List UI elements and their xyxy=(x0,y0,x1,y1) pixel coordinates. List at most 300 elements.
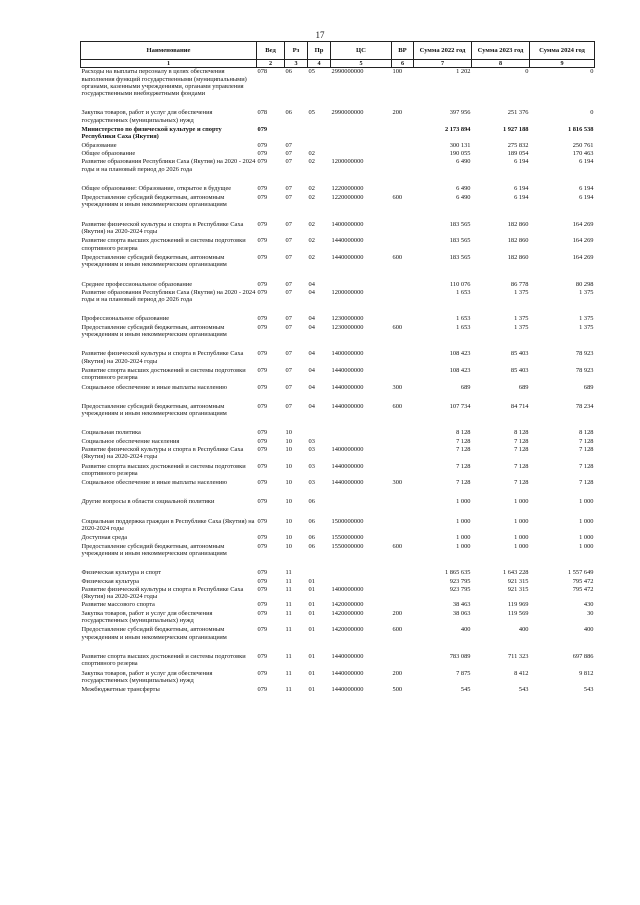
header-rz: Рз xyxy=(285,42,308,60)
row-sum-2024: 78 234 xyxy=(575,402,594,410)
row-sum-2023: 1 375 xyxy=(514,288,529,296)
table-row xyxy=(81,315,595,322)
row-pr: 03 xyxy=(308,462,315,470)
row-vr xyxy=(392,586,414,601)
row-name: Развитие спорта высших достижений и системы подготовки спортивного резерва xyxy=(81,462,246,477)
row-sum-2024: 6 194 xyxy=(579,194,594,202)
row-rz: 11 xyxy=(285,669,292,677)
row-sum-2023: 182 860 xyxy=(507,220,529,228)
row-ved: 079 xyxy=(257,383,268,391)
table-row xyxy=(81,429,595,436)
row-spacer xyxy=(81,417,595,429)
row-sum-2024: 430 xyxy=(583,601,594,609)
row-rz: 06 xyxy=(285,68,292,76)
table-body xyxy=(81,68,595,695)
row-sum-2023: 119 969 xyxy=(507,601,529,609)
row-spacer xyxy=(81,173,595,185)
row-cs: 2990000000 xyxy=(331,68,364,76)
row-name: Предоставление субсидий бюджетным, автономным учреждениям и иным некоммерческим организациям xyxy=(81,402,227,418)
row-sum-2022: 183 565 xyxy=(449,253,471,261)
row-sum-2024: 30 xyxy=(587,609,594,617)
row-rz: 10 xyxy=(285,542,292,550)
row-sum-2022: 783 089 xyxy=(449,652,471,660)
row-name: Развитие физической культуры и спорта в Республике Саха (Якутия) на 2020-2024 годы xyxy=(81,585,244,601)
row-name: Социальная поддержка граждан в Республике Саха (Якутия) на 2020-2024 годы xyxy=(81,517,255,533)
row-ved: 079 xyxy=(257,437,268,445)
row-ved: 079 xyxy=(257,498,268,506)
row-sum-2023: 8 412 xyxy=(514,669,529,677)
row-pr: 05 xyxy=(308,68,315,76)
row-vr xyxy=(392,158,414,173)
row-sum-2024: 164 269 xyxy=(572,237,594,245)
table-row xyxy=(81,610,595,625)
table-row xyxy=(81,350,595,365)
row-pr xyxy=(308,142,331,149)
row-rz: 07 xyxy=(285,253,292,261)
row-sum-2022: 2 173 894 xyxy=(444,126,471,134)
row-rz: 11 xyxy=(285,652,292,660)
table-row xyxy=(81,109,595,124)
table-row xyxy=(81,653,595,668)
row-sum-2023: 182 860 xyxy=(507,237,529,245)
row-rz: 10 xyxy=(285,437,292,445)
row-vr: 600 xyxy=(392,402,403,410)
row-rz: 10 xyxy=(285,517,292,525)
row-vr xyxy=(392,281,414,288)
row-pr xyxy=(308,569,331,576)
row-ved: 079 xyxy=(257,517,268,525)
table-row xyxy=(81,194,595,209)
table-row xyxy=(81,626,595,641)
row-sum-2024: 7 128 xyxy=(579,462,594,470)
row-cs xyxy=(331,142,392,149)
row-sum-2024: 7 128 xyxy=(579,479,594,487)
row-spacer xyxy=(81,209,595,221)
row-ved: 079 xyxy=(257,601,268,609)
row-cs: 1400000000 xyxy=(331,350,364,358)
row-name: Расходы на выплаты персоналу в целях обеспечения выполнения функций государственными (муниципальными) органами, казенными учреждениями, органами управления государственными внебюджетными фондами xyxy=(81,68,247,98)
row-ved: 079 xyxy=(257,237,268,245)
row-cs: 1550000000 xyxy=(331,542,364,550)
header-row xyxy=(81,42,595,60)
column-number: 1 xyxy=(81,60,257,68)
row-pr: 02 xyxy=(308,253,315,261)
row-cs xyxy=(331,150,392,157)
row-sum-2024: 0 xyxy=(590,68,594,76)
table-row xyxy=(81,237,595,252)
column-number-row xyxy=(81,60,595,68)
row-vr xyxy=(392,350,414,365)
row-vr xyxy=(392,126,414,141)
row-sum-2024: 80 298 xyxy=(575,280,594,288)
row-name: Развитие массового спорта xyxy=(81,601,155,609)
row-rz: 10 xyxy=(285,534,292,542)
row-name: Физическая культура xyxy=(81,577,140,585)
row-sum-2023: 182 860 xyxy=(507,253,529,261)
row-vr: 200 xyxy=(392,609,403,617)
row-sum-2024: 697 886 xyxy=(572,652,594,660)
table-row xyxy=(81,367,595,382)
table-row xyxy=(81,463,595,478)
row-sum-2022: 1 653 xyxy=(456,315,471,323)
row-sum-2023: 6 194 xyxy=(514,194,529,202)
row-spacer-cell xyxy=(81,486,595,498)
table-row xyxy=(81,384,595,391)
row-name: Предоставление субсидий бюджетным, автономным учреждениям и иным некоммерческим организациям xyxy=(81,323,227,339)
row-sum-2024: 795 472 xyxy=(572,585,594,593)
row-vr xyxy=(392,185,414,192)
row-cs: 1440000000 xyxy=(331,402,364,410)
column-number: 4 xyxy=(308,60,331,68)
row-pr: 02 xyxy=(308,184,315,192)
row-vr xyxy=(392,237,414,252)
row-sum-2023: 7 128 xyxy=(514,462,529,470)
row-rz: 07 xyxy=(285,237,292,245)
row-name: Доступная среда xyxy=(81,534,128,542)
row-cs: 1220000000 xyxy=(331,184,364,192)
row-sum-2023: 275 832 xyxy=(507,141,529,149)
row-sum-2023: 921 315 xyxy=(507,577,529,585)
row-pr: 05 xyxy=(308,109,315,117)
row-pr: 04 xyxy=(308,366,315,374)
row-ved: 079 xyxy=(257,149,268,157)
row-ved: 078 xyxy=(257,68,268,76)
row-sum-2023: 189 054 xyxy=(507,149,529,157)
row-rz: 11 xyxy=(285,609,292,617)
row-pr: 02 xyxy=(308,149,315,157)
row-sum-2022: 1 000 xyxy=(456,542,471,550)
table-row xyxy=(81,534,595,541)
row-rz: 11 xyxy=(285,626,292,634)
row-name: Закупка товаров, работ и услуг для обеспечения государственных (муниципальных) нужд xyxy=(81,669,213,684)
row-sum-2024: 8 128 xyxy=(579,429,594,437)
row-vr: 600 xyxy=(392,626,403,634)
column-number: 6 xyxy=(392,60,414,68)
row-vr xyxy=(392,463,414,478)
row-rz: 07 xyxy=(285,220,292,228)
row-sum-2022: 689 xyxy=(460,383,471,391)
row-rz: 07 xyxy=(285,366,292,374)
table-row xyxy=(81,601,595,608)
row-pr: 04 xyxy=(308,383,315,391)
row-cs: 2990000000 xyxy=(331,109,364,117)
row-cs xyxy=(331,429,392,436)
row-rz: 07 xyxy=(285,280,292,288)
row-vr: 300 xyxy=(392,479,403,487)
row-vr: 300 xyxy=(392,383,403,391)
row-vr xyxy=(392,518,414,533)
row-cs xyxy=(331,438,392,445)
row-sum-2022: 1 000 xyxy=(456,517,471,525)
row-spacer-cell xyxy=(81,417,595,429)
row-rz: 11 xyxy=(285,577,292,585)
table-row xyxy=(81,254,595,269)
row-sum-2024: 78 923 xyxy=(575,350,594,358)
row-sum-2024: 7 128 xyxy=(579,445,594,453)
row-ved: 079 xyxy=(257,141,268,149)
row-vr: 200 xyxy=(392,669,403,677)
table-row xyxy=(81,518,595,533)
row-pr: 01 xyxy=(308,669,315,677)
row-cs: 1230000000 xyxy=(331,323,364,331)
row-spacer-cell xyxy=(81,97,595,109)
row-rz: 07 xyxy=(285,323,292,331)
row-sum-2022: 397 956 xyxy=(449,109,471,117)
row-spacer xyxy=(81,693,595,694)
row-name: Развитие образования Республики Саха (Якутия) на 2020 - 2024 годы и на плановый период до 2026 года xyxy=(81,288,256,304)
row-sum-2024: 1 375 xyxy=(579,323,594,331)
table-row xyxy=(81,126,595,141)
header-pr: Пр xyxy=(308,42,331,60)
table-row xyxy=(81,586,595,601)
row-sum-2023: 6 194 xyxy=(514,184,529,192)
row-vr: 600 xyxy=(392,323,403,331)
header-ved: Вед xyxy=(257,42,285,60)
row-sum-2022: 923 795 xyxy=(449,585,471,593)
table-row xyxy=(81,446,595,461)
row-sum-2022: 110 076 xyxy=(449,280,471,288)
row-vr xyxy=(392,601,414,608)
row-sum-2024: 1 557 649 xyxy=(567,569,594,577)
row-rz: 11 xyxy=(285,686,292,694)
row-pr: 01 xyxy=(308,577,315,585)
row-sum-2023: 7 128 xyxy=(514,445,529,453)
row-vr xyxy=(392,438,414,445)
row-spacer xyxy=(81,557,595,569)
row-spacer xyxy=(81,506,595,518)
row-pr: 04 xyxy=(308,288,315,296)
row-name: Предоставление субсидий бюджетным, автономным учреждениям и иным некоммерческим организациям xyxy=(81,253,227,269)
table-row xyxy=(81,686,595,693)
row-rz: 06 xyxy=(285,109,292,117)
row-sum-2023: 921 315 xyxy=(507,585,529,593)
row-sum-2023: 7 128 xyxy=(514,437,529,445)
row-sum-2023: 8 128 xyxy=(514,429,529,437)
column-number: 8 xyxy=(472,60,530,68)
row-sum-2022: 108 423 xyxy=(449,366,471,374)
row-spacer-cell xyxy=(81,641,595,653)
row-cs: 1400000000 xyxy=(331,220,364,228)
row-ved: 079 xyxy=(257,288,268,296)
row-vr: 200 xyxy=(392,109,403,117)
row-sum-2022: 400 xyxy=(460,626,471,634)
row-vr xyxy=(392,315,414,322)
row-sum-2023: 0 xyxy=(525,68,529,76)
row-sum-2024: 400 xyxy=(583,626,594,634)
row-cs xyxy=(331,578,392,585)
row-cs xyxy=(331,126,392,141)
row-rz: 07 xyxy=(285,141,292,149)
row-spacer-cell xyxy=(81,269,595,281)
row-name: Другие вопросы в области социальной политики xyxy=(81,498,215,506)
table-row xyxy=(81,289,595,304)
row-rz: 07 xyxy=(285,288,292,296)
row-pr: 04 xyxy=(308,323,315,331)
row-spacer-cell xyxy=(81,693,595,694)
row-name: Развитие спорта высших достижений и системы подготовки спортивного резерва xyxy=(81,237,246,252)
row-sum-2024: 689 xyxy=(583,383,594,391)
row-sum-2022: 8 128 xyxy=(456,429,471,437)
row-ved: 079 xyxy=(257,542,268,550)
row-name: Общее образование: Образование, открытое в будущее xyxy=(81,184,232,192)
row-vr xyxy=(392,367,414,382)
column-number: 2 xyxy=(257,60,285,68)
row-cs xyxy=(331,569,392,576)
row-sum-2023: 85 403 xyxy=(510,366,529,374)
row-rz: 10 xyxy=(285,479,292,487)
row-ved: 079 xyxy=(257,126,268,134)
row-sum-2022: 1 000 xyxy=(456,534,471,542)
row-vr xyxy=(392,429,414,436)
row-spacer xyxy=(81,486,595,498)
row-rz: 11 xyxy=(285,601,292,609)
row-pr: 04 xyxy=(308,315,315,323)
row-sum-2024: 1 000 xyxy=(579,498,594,506)
row-ved: 079 xyxy=(257,280,268,288)
row-vr: 600 xyxy=(392,253,403,261)
table-row xyxy=(81,438,595,445)
row-cs: 1440000000 xyxy=(331,253,364,261)
row-cs: 1440000000 xyxy=(331,669,364,677)
header-sum-2024: Сумма 2024 год xyxy=(530,42,595,60)
row-sum-2022: 1 202 xyxy=(456,68,471,76)
row-spacer-cell xyxy=(81,506,595,518)
row-spacer-cell xyxy=(81,391,595,403)
row-name: Закупка товаров, работ и услуг для обеспечения государственных (муниципальных) нужд xyxy=(81,109,213,124)
row-pr: 02 xyxy=(308,158,315,166)
row-sum-2024: 795 472 xyxy=(572,577,594,585)
row-sum-2023: 1 000 xyxy=(514,517,529,525)
row-sum-2022: 6 490 xyxy=(456,184,471,192)
row-sum-2022: 183 565 xyxy=(449,220,471,228)
row-pr: 01 xyxy=(308,601,315,609)
row-ved: 079 xyxy=(257,253,268,261)
row-name: Развитие спорта высших достижений и системы подготовки спортивного резерва xyxy=(81,652,246,668)
row-ved: 079 xyxy=(257,323,268,331)
row-spacer xyxy=(81,269,595,281)
row-sum-2024: 1 816 538 xyxy=(567,126,594,134)
row-rz: 07 xyxy=(285,315,292,323)
row-ved: 079 xyxy=(257,669,268,677)
row-rz: 07 xyxy=(285,149,292,157)
row-sum-2024: 0 xyxy=(590,109,594,117)
row-ved: 079 xyxy=(257,462,268,470)
row-pr: 02 xyxy=(308,194,315,202)
row-sum-2024: 164 269 xyxy=(572,220,594,228)
row-name: Социальное обеспечение и иные выплаты населению xyxy=(81,479,228,487)
row-vr xyxy=(392,498,414,505)
row-sum-2024: 164 269 xyxy=(572,253,594,261)
row-cs: 1500000000 xyxy=(331,517,364,525)
row-ved: 079 xyxy=(257,534,268,542)
row-spacer-cell xyxy=(81,173,595,185)
row-pr: 01 xyxy=(308,686,315,694)
row-spacer-cell xyxy=(81,338,595,350)
row-ved: 079 xyxy=(257,626,268,634)
row-cs: 1220000000 xyxy=(331,194,364,202)
row-rz: 10 xyxy=(285,462,292,470)
row-pr: 01 xyxy=(308,626,315,634)
row-pr: 01 xyxy=(308,585,315,593)
row-ved: 078 xyxy=(257,109,268,117)
table-row xyxy=(81,498,595,505)
row-rz: 10 xyxy=(285,445,292,453)
header-vr: ВР xyxy=(392,42,414,60)
row-sum-2023: 85 403 xyxy=(510,350,529,358)
row-sum-2023: 6 194 xyxy=(514,158,529,166)
row-spacer-cell xyxy=(81,209,595,221)
column-number: 7 xyxy=(414,60,472,68)
row-vr: 500 xyxy=(392,686,403,694)
row-ved: 079 xyxy=(257,366,268,374)
row-ved: 079 xyxy=(257,609,268,617)
row-cs: 1400000000 xyxy=(331,445,364,453)
row-ved: 079 xyxy=(257,315,268,323)
row-rz: 07 xyxy=(285,158,292,166)
row-sum-2024: 1 375 xyxy=(579,315,594,323)
table-row xyxy=(81,68,595,98)
row-vr xyxy=(392,534,414,541)
row-rz: 07 xyxy=(285,383,292,391)
row-name: Профессиональное образование xyxy=(81,315,170,323)
header-name: Наименование xyxy=(81,42,257,60)
row-sum-2024: 1 000 xyxy=(579,517,594,525)
row-spacer xyxy=(81,303,595,315)
row-sum-2022: 7 128 xyxy=(456,445,471,453)
row-ved: 079 xyxy=(257,569,268,577)
row-sum-2022: 7 875 xyxy=(456,669,471,677)
header-sum-2023: Сумма 2023 год xyxy=(472,42,530,60)
row-pr: 02 xyxy=(308,220,315,228)
table-row xyxy=(81,221,595,236)
row-sum-2023: 1 000 xyxy=(514,534,529,542)
row-ved: 079 xyxy=(257,402,268,410)
row-name: Развитие образования Республики Саха (Якутия) на 2020 - 2024 годы и на плановый период до 2026 года xyxy=(81,158,256,173)
row-sum-2023: 119 569 xyxy=(507,609,529,617)
row-ved: 079 xyxy=(257,220,268,228)
row-sum-2024: 78 923 xyxy=(575,366,594,374)
table-row xyxy=(81,670,595,685)
page-number: 17 xyxy=(315,30,325,40)
budget-table xyxy=(80,41,595,694)
row-sum-2023: 1 000 xyxy=(514,498,529,506)
row-sum-2022: 1 653 xyxy=(456,288,471,296)
row-vr xyxy=(392,569,414,576)
row-sum-2022: 7 128 xyxy=(456,462,471,470)
row-rz: 10 xyxy=(285,498,292,506)
row-vr: 100 xyxy=(392,68,403,76)
row-pr: 06 xyxy=(308,498,315,506)
row-sum-2023: 1 375 xyxy=(514,323,529,331)
row-name: Закупка товаров, работ и услуг для обеспечения государственных (муниципальных) нужд xyxy=(81,609,213,625)
row-cs: 1440000000 xyxy=(331,237,364,245)
row-pr: 06 xyxy=(308,542,315,550)
row-cs: 1440000000 xyxy=(331,686,364,694)
row-sum-2022: 183 565 xyxy=(449,237,471,245)
table-row xyxy=(81,479,595,486)
row-sum-2024: 1 375 xyxy=(579,288,594,296)
row-name: Физическая культура и спорт xyxy=(81,569,162,577)
row-cs: 1400000000 xyxy=(331,585,364,593)
row-sum-2022: 108 423 xyxy=(449,350,471,358)
table-row xyxy=(81,324,595,339)
row-ved: 079 xyxy=(257,158,268,166)
row-sum-2022: 545 xyxy=(460,686,471,694)
row-ved: 079 xyxy=(257,686,268,694)
row-vr xyxy=(392,221,414,236)
row-sum-2024: 170 463 xyxy=(572,149,594,157)
row-vr xyxy=(392,446,414,461)
